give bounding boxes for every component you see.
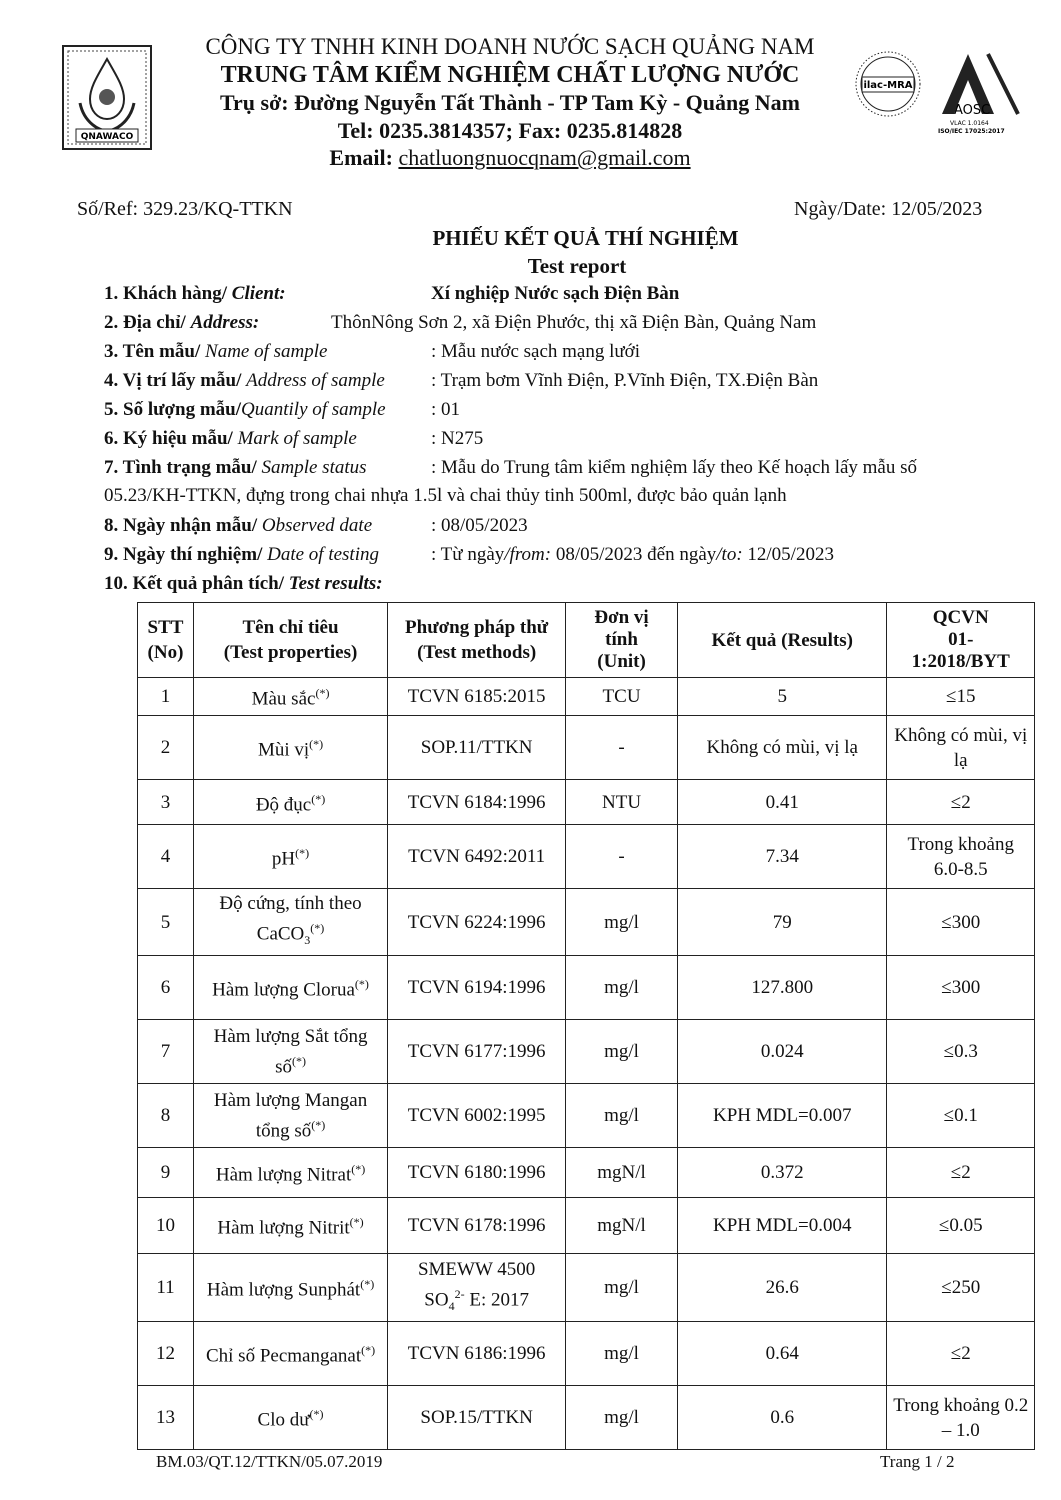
cell-test-method: TCVN 6002:1995 — [388, 1084, 566, 1148]
table-row — [138, 780, 1035, 825]
cell-test-property: Hàm lượng Clorua(*) — [193, 956, 387, 1020]
sample-quantity-value: : 01 — [431, 399, 461, 420]
cell-test-property: Hàm lượng Mangan tổng số(*) — [193, 1084, 387, 1148]
cell-unit: mg/l — [566, 1084, 678, 1148]
center-tel: Tel: 0235.3814357; Fax: 0235.814828 — [337, 118, 683, 143]
sample-name-value: : Mẫu nước sạch mạng lưới — [431, 341, 641, 362]
testing-date-label: 9. Ngày thí nghiệm/ Date of testing — [104, 544, 379, 565]
header-standard: QCVN 01- 1:2018/BYT — [887, 603, 1035, 678]
cell-test-property: Mùi vị(*) — [193, 716, 387, 780]
cell-no: 2 — [138, 716, 194, 780]
page-subtitle: Test report — [527, 254, 627, 278]
cell-test-property: Hàm lượng Sắt tổng số(*) — [193, 1020, 387, 1084]
cell-result: 0.372 — [677, 1148, 887, 1198]
center-email-line — [170, 145, 850, 171]
table-row — [138, 1020, 1035, 1084]
cell-test-method: TCVN 6186:1996 — [388, 1322, 566, 1386]
cell-no: 12 — [138, 1322, 194, 1386]
sample-mark-label: 6. Ký hiệu mẫu/ Mark of sample — [104, 428, 357, 449]
page-number: Trang 1 / 2 — [880, 1452, 955, 1471]
svg-text:ilac-MRA: ilac-MRA — [863, 80, 913, 91]
cell-result: 0.024 — [677, 1020, 887, 1084]
cell-result: KPH MDL=0.004 — [677, 1198, 887, 1254]
cell-result: 79 — [677, 889, 887, 956]
table-header-row — [138, 603, 1035, 678]
cell-unit: - — [566, 825, 678, 889]
table-row — [138, 1084, 1035, 1148]
cell-result: 26.6 — [677, 1254, 887, 1322]
cell-test-method: TCVN 6492:2011 — [388, 825, 566, 889]
header-unit: Đơn vị tính (Unit) — [566, 603, 678, 678]
cell-result: KPH MDL=0.007 — [677, 1084, 887, 1148]
cell-test-property: Chỉ số Pecmanganat(*) — [193, 1322, 387, 1386]
received-date-label: 8. Ngày nhận mẫu/ Observed date — [104, 515, 373, 536]
cell-test-method: TCVN 6184:1996 — [388, 780, 566, 825]
cell-standard: ≤2 — [887, 780, 1035, 825]
sample-location-value: : Trạm bơm Vĩnh Điện, P.Vĩnh Điện, TX.Điện Bàn — [431, 370, 819, 391]
cell-no: 13 — [138, 1386, 194, 1450]
table-row — [138, 1198, 1035, 1254]
cell-test-method: SOP.11/TTKN — [388, 716, 566, 780]
address-label: 2. Địa chỉ/ Address: — [104, 312, 260, 333]
cell-test-method: TCVN 6180:1996 — [388, 1148, 566, 1198]
cell-test-property: Hàm lượng Sunphát(*) — [193, 1254, 387, 1322]
cell-result: 0.41 — [677, 780, 887, 825]
cell-no: 5 — [138, 889, 194, 956]
header-results: Kết quả (Results) — [677, 603, 887, 678]
results-table — [137, 602, 1035, 1450]
cell-test-property: Độ đục(*) — [193, 780, 387, 825]
cell-no: 10 — [138, 1198, 194, 1254]
sample-location-label: 4. Vị trí lấy mẫu/ Address of sample — [104, 370, 385, 391]
test-results-label: 10. Kết quả phân tích/ Test results: — [104, 573, 383, 594]
table-row — [138, 825, 1035, 889]
cell-test-property: pH(*) — [193, 825, 387, 889]
cell-test-method: SOP.15/TTKN — [388, 1386, 566, 1450]
cell-test-property: Hàm lượng Nitrit(*) — [193, 1198, 387, 1254]
cell-standard: ≤2 — [887, 1148, 1035, 1198]
cell-standard: Trong khoảng 6.0-8.5 — [887, 825, 1035, 889]
sample-mark-value: : N275 — [431, 428, 484, 449]
company-name: CÔNG TY TNHH KINH DOANH NƯỚC SẠCH QUẢNG NAM — [205, 34, 815, 59]
svg-text:VLAC 1.0164: VLAC 1.0164 — [950, 120, 989, 127]
address-value: ThônNông Sơn 2, xã Điện Phước, thị xã Điện Bàn, Quảng Nam — [331, 312, 817, 333]
cell-no: 1 — [138, 678, 194, 716]
cell-unit: mg/l — [566, 1322, 678, 1386]
client-value: Xí nghiệp Nước sạch Điện Bàn — [431, 283, 680, 304]
cell-test-property: Độ cứng, tính theo CaCO$_3$(*) — [193, 889, 387, 956]
cell-result: 0.6 — [677, 1386, 887, 1450]
center-address: Trụ sở: Đường Nguyễn Tất Thành - TP Tam Kỳ - Quảng Nam — [220, 90, 800, 115]
cell-standard: Không có mùi, vị lạ — [887, 716, 1035, 780]
cell-no: 8 — [138, 1084, 194, 1148]
cell-result: 5 — [677, 678, 887, 716]
client-label: 1. Khách hàng/ Client: — [104, 283, 286, 304]
cell-unit: mg/l — [566, 1386, 678, 1450]
cell-test-method: TCVN 6224:1996 — [388, 889, 566, 956]
table-row — [138, 678, 1035, 716]
email-link[interactable]: chatluongnuocqnam@gmail.com — [398, 145, 691, 170]
received-date-value: : 08/05/2023 — [431, 515, 528, 536]
cell-test-method: SMEWW 4500 $SO_4^{2-}$ E: 2017 — [388, 1254, 566, 1322]
header-test-properties: Tên chỉ tiêu (Test properties) — [193, 603, 387, 678]
cell-no: 7 — [138, 1020, 194, 1084]
cell-standard: Trong khoảng 0.2 – 1.0 — [887, 1386, 1035, 1450]
qnawaco-logo — [62, 45, 152, 150]
sample-name-label: 3. Tên mẫu/ Name of sample — [104, 341, 328, 362]
table-row — [138, 956, 1035, 1020]
cell-result: 7.34 — [677, 825, 887, 889]
table-row — [138, 1322, 1035, 1386]
cell-unit: mg/l — [566, 1254, 678, 1322]
ilac-mra-logo — [856, 52, 920, 116]
report-date: Ngày/Date: 12/05/2023 — [794, 198, 983, 220]
cell-test-property: Clo dư(*) — [193, 1386, 387, 1450]
sample-status-value: : Mẫu do Trung tâm kiểm nghiệm lấy theo Kế hoạch lấy mẫu số — [431, 457, 918, 478]
cell-standard: ≤15 — [887, 678, 1035, 716]
cell-standard: ≤0.3 — [887, 1020, 1035, 1084]
cell-no: 3 — [138, 780, 194, 825]
cell-no: 4 — [138, 825, 194, 889]
page-title: PHIẾU KẾT QUẢ THÍ NGHIỆM — [432, 226, 739, 250]
cell-unit: TCU — [566, 678, 678, 716]
cell-test-method: TCVN 6178:1996 — [388, 1198, 566, 1254]
cell-standard: ≤250 — [887, 1254, 1035, 1322]
table-row — [138, 1254, 1035, 1322]
cell-standard: ≤300 — [887, 889, 1035, 956]
cell-standard: ≤0.1 — [887, 1084, 1035, 1148]
testing-date-value: : Từ ngày/from: 08/05/2023 đến ngày/to: 12/05/2023 — [431, 544, 834, 565]
cell-result: 0.64 — [677, 1322, 887, 1386]
cell-unit: mgN/l — [566, 1148, 678, 1198]
cell-standard: ≤0.05 — [887, 1198, 1035, 1254]
sample-quantity-label: 5. Số lượng mẫu/Quantily of sample — [104, 399, 386, 420]
cell-unit: mg/l — [566, 956, 678, 1020]
sample-status-label: 7. Tình trạng mẫu/ Sample status — [104, 457, 367, 478]
email-label: Email: — [329, 145, 399, 170]
cell-test-method: TCVN 6177:1996 — [388, 1020, 566, 1084]
cell-result: 127.800 — [677, 956, 887, 1020]
sample-status-value-continued: 05.23/KH-TTKN, đựng trong chai nhựa 1.5l và chai thủy tinh 500ml, được bảo quản lạnh — [104, 485, 787, 506]
svg-text:ISO/IEC 17025:2017: ISO/IEC 17025:2017 — [938, 128, 1005, 135]
cell-unit: mg/l — [566, 889, 678, 956]
form-code: BM.03/QT.12/TTKN/05.07.2019 — [156, 1452, 383, 1471]
header-test-methods: Phương pháp thử (Test methods) — [388, 603, 566, 678]
cell-no: 6 — [138, 956, 194, 1020]
cell-standard: ≤2 — [887, 1322, 1035, 1386]
header-no: STT (No) — [138, 603, 194, 678]
table-row — [138, 1386, 1035, 1450]
cell-test-method: TCVN 6194:1996 — [388, 956, 566, 1020]
table-row — [138, 889, 1035, 956]
table-row — [138, 1148, 1035, 1198]
svg-text:QNAWACO: QNAWACO — [80, 132, 134, 142]
cell-no: 11 — [138, 1254, 194, 1322]
cell-result: Không có mùi, vị lạ — [677, 716, 887, 780]
cell-test-method: TCVN 6185:2015 — [388, 678, 566, 716]
center-name: TRUNG TÂM KIỂM NGHIỆM CHẤT LƯỢNG NƯỚC — [220, 62, 800, 88]
cell-test-property: Hàm lượng Nitrat(*) — [193, 1148, 387, 1198]
cell-standard: ≤300 — [887, 956, 1035, 1020]
cell-unit: NTU — [566, 780, 678, 825]
aosc-logo — [938, 54, 1018, 135]
svg-text:AOSC: AOSC — [954, 103, 991, 118]
reference-number: Số/Ref: 329.23/KQ-TTKN — [77, 198, 293, 220]
accreditation-logos — [850, 42, 1025, 137]
cell-no: 9 — [138, 1148, 194, 1198]
cell-test-property: Màu sắc(*) — [193, 678, 387, 716]
cell-unit: - — [566, 716, 678, 780]
table-row — [138, 716, 1035, 780]
cell-unit: mgN/l — [566, 1198, 678, 1254]
cell-unit: mg/l — [566, 1020, 678, 1084]
